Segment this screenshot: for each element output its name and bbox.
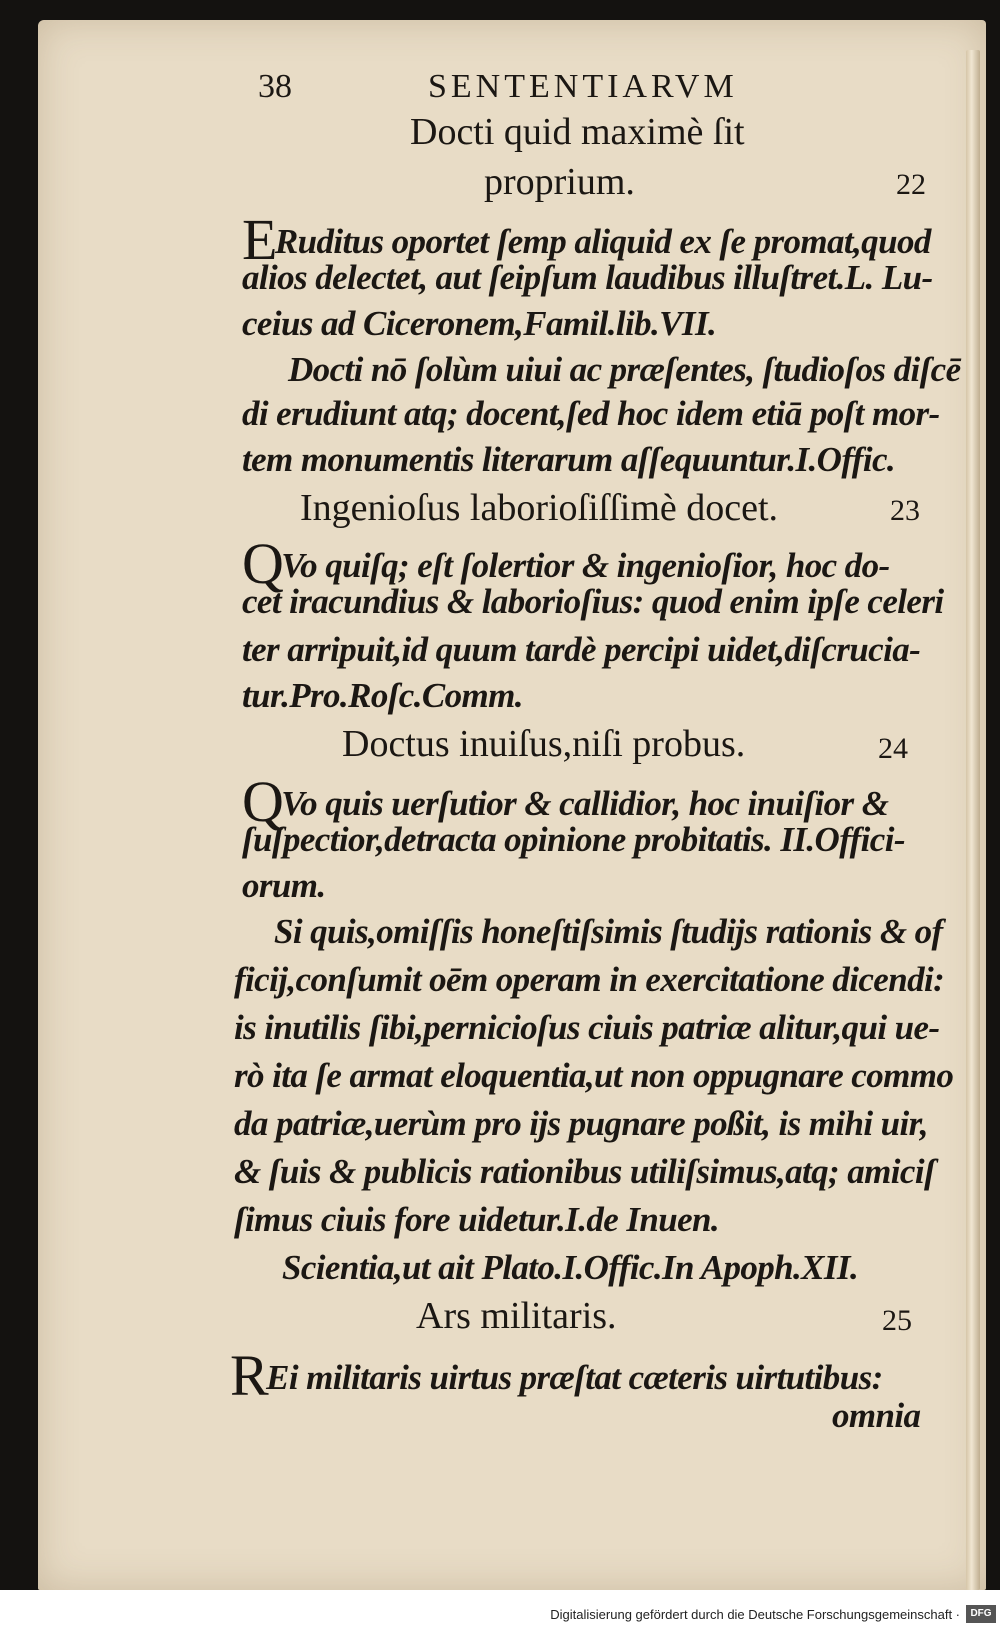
text-line: & ſuis & publicis rationibus utiliſsimus,atq; amiciſ xyxy=(234,1152,936,1191)
book-page xyxy=(38,20,986,1590)
text-line: tem monumentis literarum aſſequuntur.I.Offic. xyxy=(242,440,896,479)
text-line: tur.Pro.Roſc.Comm. xyxy=(242,676,523,715)
page-number: 38 xyxy=(258,68,292,105)
text-line: cet iracundius & laborioſius: quod enim ipſe celeri xyxy=(242,582,944,621)
text-line: QVo quiſq; eſt ſolertior & ingenioſior, hoc do- xyxy=(242,531,890,596)
text-line: QVo quis uerſutior & callidior, hoc inuiſior & xyxy=(242,769,889,834)
section-heading: Doctus inuiſus,niſi probus. xyxy=(342,723,746,765)
drop-cap: R xyxy=(230,1343,269,1408)
text-line: REi militaris uirtus præſtat cæteris uirtutibus: xyxy=(230,1343,883,1408)
text-line: da patriæ,uerùm pro ijs pugnare poßit, is mihi uir, xyxy=(234,1104,928,1143)
section-heading: Ingenioſus laborioſiſſimè docet. xyxy=(300,487,779,529)
page-edge xyxy=(966,50,980,1590)
text-line: ſuſpectior,detracta opinione probitatis. II.Offici- xyxy=(242,820,905,859)
text-line: Si quis,omiſſis honeſtiſsimis ſtudijs rationis & of xyxy=(274,912,943,951)
section-heading: proprium. xyxy=(484,161,635,203)
section-number: 22 xyxy=(896,168,926,201)
text-line: alios delectet, aut ſeipſum laudibus illuſtret.L. Lu- xyxy=(242,258,933,297)
drop-cap: Q xyxy=(242,531,284,596)
text-line: ficij,conſumit oēm operam in exercitatione dicendi: xyxy=(234,960,945,999)
text-line: ERuditus oportet ſemp aliquid ex ſe promat,quod xyxy=(242,207,931,272)
text-line: ceius ad Ciceronem,Famil.lib.VII. xyxy=(242,304,717,343)
footer-credit: Digitalisierung gefördert durch die Deutsche Forschungsgemeinschaft · xyxy=(550,1607,960,1622)
section-number: 23 xyxy=(890,494,920,527)
section-heading: Ars militaris. xyxy=(416,1295,617,1337)
text-line: is inutilis ſibi,pernicioſus ciuis patriæ alitur,qui ue- xyxy=(234,1008,940,1047)
text-line: Docti nō ſolùm uiui ac præſentes, ſtudioſos diſcē xyxy=(288,350,961,389)
section-number: 25 xyxy=(882,1304,912,1337)
section-number: 24 xyxy=(878,732,908,765)
footer-bar xyxy=(0,1590,1000,1640)
catchword: omnia xyxy=(832,1396,921,1435)
section-heading: Docti quid maximè ſit xyxy=(410,111,745,153)
dfg-logo: DFG xyxy=(966,1605,996,1623)
text-line: rò ita ſe armat eloquentia,ut non oppugnare commo xyxy=(234,1056,954,1095)
text-line: Scientia,ut ait Plato.I.Offic.In Apoph.XII. xyxy=(282,1248,859,1287)
text-line: di erudiunt atq; docent,ſed hoc idem etiā poſt mor- xyxy=(242,394,940,433)
text-line: ter arripuit,id quum tardè percipi uidet,diſcrucia- xyxy=(242,630,921,669)
drop-cap: E xyxy=(242,207,277,272)
text-line: orum. xyxy=(242,866,326,905)
text-line: ſimus ciuis fore uidetur.I.de Inuen. xyxy=(234,1200,720,1239)
drop-cap: Q xyxy=(242,769,284,834)
running-head: SENTENTIARVM xyxy=(428,68,738,105)
